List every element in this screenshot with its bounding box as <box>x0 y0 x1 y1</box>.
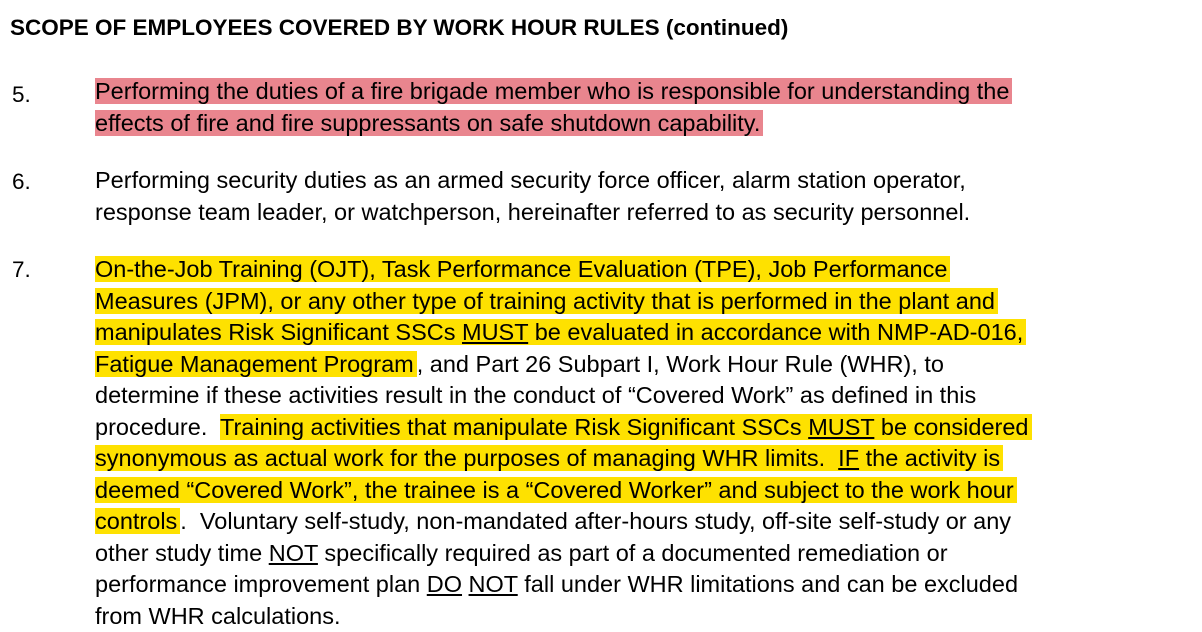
item-number-6: 6. <box>12 166 31 197</box>
underlined-do: DO <box>427 571 462 597</box>
item-7-line-1: On-the-Job Training (OJT), Task Performance Evaluation (TPE), Job Performance <box>95 256 950 282</box>
item-number-5: 5. <box>12 79 31 110</box>
item-7-line-6-start: procedure. <box>95 414 220 440</box>
underlined-must: MUST <box>462 319 528 345</box>
fatigue-program-reference: Fatigue Management Program <box>95 351 417 377</box>
item-7-line-9-highlight: controls <box>95 508 180 534</box>
text-run: be considered <box>874 414 1028 440</box>
item-7-line-4-rest: , and Part 26 Subpart I, Work Hour Rule (WHR), to <box>417 351 944 377</box>
text-run: fall under WHR limitations and can be excluded <box>518 571 1018 597</box>
item-6-text <box>95 165 1200 228</box>
text-run: the activity is <box>859 445 1000 471</box>
item-5-text <box>95 76 1200 139</box>
item-7-text <box>95 254 1200 632</box>
text-run: specifically required as part of a documented remediation or <box>318 540 948 566</box>
text-run: Training activities that manipulate Risk Significant SSCs <box>220 414 808 440</box>
item-5-line-1: Performing the duties of a fire brigade member who is responsible for understanding the <box>95 78 1012 104</box>
item-7-line-2: Measures (JPM), or any other type of training activity that is performed in the plant and <box>95 288 998 314</box>
item-7-line-8: deemed “Covered Work”, the trainee is a “Covered Worker” and subject to the work hour <box>95 477 1017 503</box>
item-7-line-3 <box>95 319 1026 345</box>
item-7-line-5: determine if these activities result in the conduct of “Covered Work” as defined in this <box>95 380 1200 412</box>
text-run: manipulates Risk Significant SSCs <box>95 319 462 345</box>
item-7-line-6-highlight <box>220 414 1032 440</box>
text-run: performance improvement plan <box>95 571 427 597</box>
underlined-not: NOT <box>269 540 318 566</box>
underlined-if: IF <box>838 445 859 471</box>
underlined-not: NOT <box>469 571 518 597</box>
item-7-line-12: from WHR calculations. <box>95 601 1200 632</box>
text-run: be evaluated in accordance with NMP-AD-016, <box>528 319 1023 345</box>
underlined-must: MUST <box>808 414 874 440</box>
item-7-line-9-rest: . Voluntary self-study, non-mandated after-hours study, off-site self-study or any <box>180 508 1011 534</box>
text-run: synonymous as actual work for the purposes of managing WHR limits. <box>95 445 838 471</box>
item-number-7: 7. <box>12 254 31 285</box>
item-5-line-2: effects of fire and fire suppressants on safe shutdown capability. <box>95 110 763 136</box>
text-run: other study time <box>95 540 269 566</box>
item-6-line-1: Performing security duties as an armed security force officer, alarm station operator, <box>95 165 1200 197</box>
item-6-line-2: response team leader, or watchperson, hereinafter referred to as security personnel. <box>95 197 1200 229</box>
item-7-line-7 <box>95 445 1003 471</box>
section-heading: SCOPE OF EMPLOYEES COVERED BY WORK HOUR RULES (continued) <box>10 13 788 43</box>
